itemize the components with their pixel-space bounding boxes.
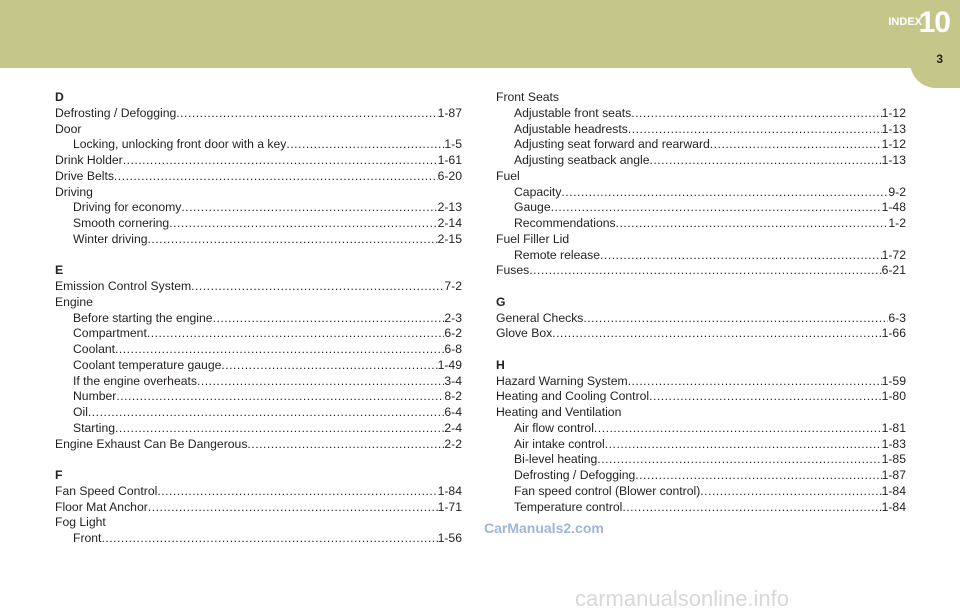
index-group: Heating and Ventilation	[496, 405, 622, 419]
index-entry: Drive Belts ..... 6-20	[55, 169, 462, 185]
index-entry: Defrosting / Defogging ..... 1-87	[55, 106, 462, 122]
index-entry: Emission Control System ..... 7-2	[55, 279, 462, 295]
index-column-left	[55, 90, 462, 547]
index-entry: Engine Exhaust Can Be Dangerous ..... 2-2	[55, 437, 462, 453]
index-entry: If the engine overheats ..... 3-4	[55, 374, 462, 390]
index-entry: Gauge ..... 1-48	[496, 200, 906, 216]
index-entry: Starting ..... 2-4	[55, 421, 462, 437]
section-letter-d: D	[55, 90, 64, 104]
index-entry: Before starting the engine ..... 2-3	[55, 311, 462, 327]
watermark-carmanualsonline: carmanualsonline.info	[575, 586, 790, 611]
index-entry: Capacity ..... 9-2	[496, 185, 906, 201]
index-entry: Locking, unlocking front door with a key ..... 1-5	[55, 137, 462, 153]
index-entry: Fuses ..... 6-21	[496, 263, 906, 279]
header-band	[0, 0, 960, 68]
section-letter-g: G	[496, 294, 506, 309]
index-entry: Recommendations ..... 1-2	[496, 216, 906, 232]
index-entry: Temperature control ..... 1-84	[496, 500, 906, 516]
index-group: Front Seats	[496, 90, 559, 104]
chapter-number: 10	[918, 6, 950, 39]
section-label: INDEX	[888, 16, 922, 28]
watermark-carmanuals2: CarManuals2.com	[484, 520, 604, 536]
index-entry: Front ..... 1-56	[55, 531, 462, 547]
index-entry: Adjustable front seats ..... 1-12	[496, 106, 906, 122]
section-letter-e: E	[55, 263, 64, 278]
index-group: Door	[55, 121, 82, 136]
index-entry: Drink Holder ..... 1-61	[55, 153, 462, 169]
index-entry: Air intake control ..... 1-83	[496, 437, 906, 453]
index-entry: Fan Speed Control ..... 1-84	[55, 484, 462, 500]
index-entry: Remote release ..... 1-72	[496, 248, 906, 264]
index-entry: Hazard Warning System ..... 1-59	[496, 374, 906, 390]
index-entry: Glove Box ..... 1-66	[496, 326, 906, 342]
index-entry: Compartment ..... 6-2	[55, 326, 462, 342]
index-group: Fog Light	[55, 515, 106, 530]
index-group: Fuel Filler Lid	[496, 231, 570, 246]
index-entry: Adjusting seatback angle ..... 1-13	[496, 153, 906, 169]
index-entry: Oil ..... 6-4	[55, 405, 462, 421]
index-entry: Smooth cornering ..... 2-14	[55, 216, 462, 232]
section-letter-f: F	[55, 468, 63, 482]
index-group: Engine	[55, 294, 93, 309]
index-entry: Heating and Cooling Control ..... 1-80	[496, 389, 906, 405]
index-entry: Floor Mat Anchor ..... 1-71	[55, 500, 462, 516]
index-entry: Coolant ..... 6-8	[55, 342, 462, 358]
index-group: Driving	[55, 184, 93, 199]
index-entry: Air flow control ..... 1-81	[496, 421, 906, 437]
section-letter-h: H	[496, 357, 505, 372]
index-entry: Coolant temperature gauge ..... 1-49	[55, 358, 462, 374]
index-entry: Defrosting / Defogging ..... 1-87	[496, 468, 906, 484]
index-column-right	[496, 90, 906, 515]
index-entry: General Checks ..... 6-3	[496, 311, 906, 327]
index-entry: Number ..... 8-2	[55, 389, 462, 405]
index-entry: Bi-level heating ..... 1-85	[496, 452, 906, 468]
index-entry: Fan speed control (Blower control) ..... 1-84	[496, 484, 906, 500]
index-entry: Winter driving ..... 2-15	[55, 232, 462, 248]
index-entry: Adjustable headrests ..... 1-13	[496, 122, 906, 138]
page-number: 3	[936, 52, 943, 66]
index-group: Fuel	[496, 168, 520, 183]
index-entry: Driving for economy ..... 2-13	[55, 200, 462, 216]
index-entry: Adjusting seat forward and rearward ..... 1-12	[496, 137, 906, 153]
